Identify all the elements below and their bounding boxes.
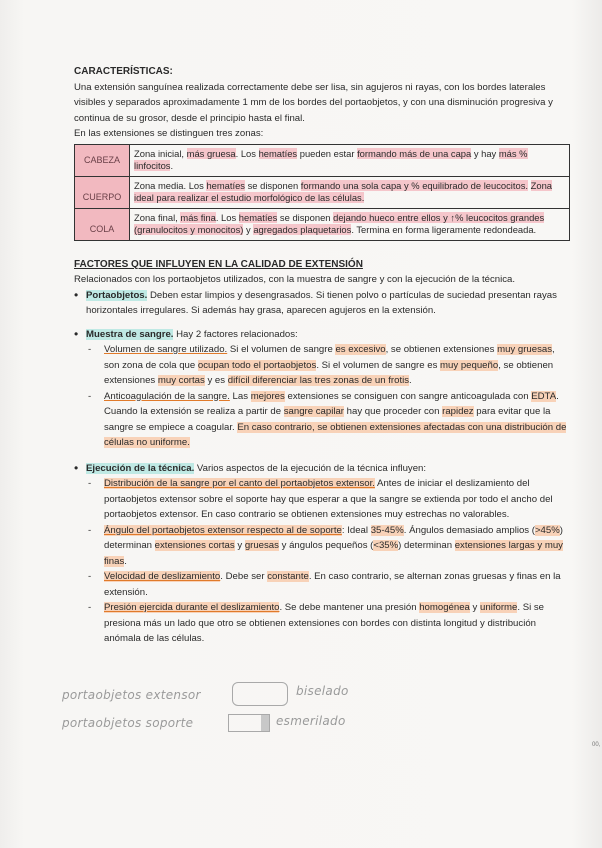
zone-row-cabeza [75, 144, 570, 176]
subitem-volumen: - Volumen de sangre utilizado. Si el volumen de sangre es excesivo, se obtienen extensiones muy gruesas, son zona de cola que ocupan todo el portaobjetos. Si el volumen de sangre es muy pequeño, se obtienen extensiones muy cortas y es difícil diferenciar las tres zonas de un frotis. [74, 342, 570, 389]
frosted-slide-sketch [228, 714, 270, 732]
subitem-anticoagulacion: - Anticoagulación de la sangre. Las mejores extensiones se consiguen con sangre anticoagulada con EDTA. Cuando la extensión se realiza a partir de sangre capilar hay que proceder con rapidez para evitar que la sangre se empiece a coagular. En caso contrario, se obtienen extensiones afectadas con una distribución de células no uniforme. [74, 389, 570, 451]
factores-list [74, 288, 570, 647]
zone-description: Zona media. Los hematíes se disponen formando una sola capa y % equilibrado de leucocitos. Zona ideal para realizar el estudio morfológico de las células. [130, 176, 570, 208]
zone-label: COLA [75, 208, 130, 240]
item-muestra: • Muestra de sangre. Hay 2 factores relacionados: [74, 327, 570, 343]
heading-caracteristicas: CARACTERÍSTICAS: [74, 66, 173, 77]
zone-description: Zona final, más fina. Los hematíes se disponen dejando hueco entre ellos y ↑% leucocitos grandes (granulocitos y monocitos) y agregados plaquetarios. Termina en forma ligeramente redondeada. [130, 208, 570, 240]
item-ejecucion: • Ejecución de la técnica. Varios aspectos de la ejecución de la técnica influyen: [74, 461, 570, 477]
zones-table [74, 144, 570, 241]
paragraph-zonas-intro: En las extensiones se distinguen tres zonas: [74, 128, 264, 139]
subitem-angulo: - Ángulo del portaobjetos extensor respecto al de soporte: Ideal 35-45%. Ángulos demasiado amplios (>45%) determinan extensiones cortas y gruesas y ángulos pequeños (<35%) determinan extensiones largas y muy finas. [74, 523, 570, 570]
zone-row-cuerpo [75, 176, 570, 208]
bevelled-slide-sketch [232, 682, 288, 706]
zone-label: CABEZA [75, 144, 130, 176]
handwritten-note: esmerilado [276, 714, 346, 728]
paragraph-caracteristicas: Una extensión sanguínea realizada correctamente debe ser lisa, sin agujeros ni rayas, con los bordes laterales visibles y separados aproximadamente 1 mm de los bordes del portaobjetos, y con una disminución progresiva y continua de su grosor, desde el principio hasta el final. [74, 81, 553, 124]
handwritten-note: portaobjetos extensor [62, 688, 201, 702]
zone-description: Zona inicial, más gruesa. Los hematíes pueden estar formando más de una capa y hay más % linfocitos. [130, 144, 570, 176]
subitem-presion: - Presión ejercida durante el deslizamiento. Se debe mantener una presión homogénea y uniforme. Si se presiona más un lado que otro se obtienen extensiones con bordes con distinta longitud y distribución anómala de las células. [74, 600, 570, 647]
handwritten-note: portaobjetos soporte [62, 716, 194, 730]
document-content [74, 64, 570, 647]
zone-label: CUERPO [75, 176, 130, 208]
subitem-velocidad: - Velocidad de deslizamiento. Debe ser constante. En caso contrario, se alternan zonas gruesas y finas en la extensión. [74, 569, 570, 600]
subitem-distribucion: - Distribución de la sangre por el canto del portaobjetos extensor. Antes de iniciar el deslizamiento del portaobjetos extensor sobre el soporte hay que esperar a que la sangre se extienda por todo el ancho del portaobjetos extensor. En caso contrario se obtienen extensiones muy estrechas no valorables. [74, 476, 570, 523]
item-portaobjetos: • Portaobjetos. Deben estar limpios y desengrasados. Si tienen polvo o partículas de suciedad presentan rayas horizontales irregulares. Si además hay grasa, aparecen agujeros en la extensión. [74, 288, 570, 319]
zone-row-cola [75, 208, 570, 240]
paragraph-factores-intro: Relacionados con los portaobjetos utilizados, con la muestra de sangre y con la ejecución de la técnica. [74, 274, 516, 285]
handwritten-note: biselado [296, 684, 349, 698]
page-number: 00, [592, 742, 601, 748]
heading-factores: FACTORES QUE INFLUYEN EN LA CALIDAD DE EXTENSIÓN [74, 258, 363, 270]
